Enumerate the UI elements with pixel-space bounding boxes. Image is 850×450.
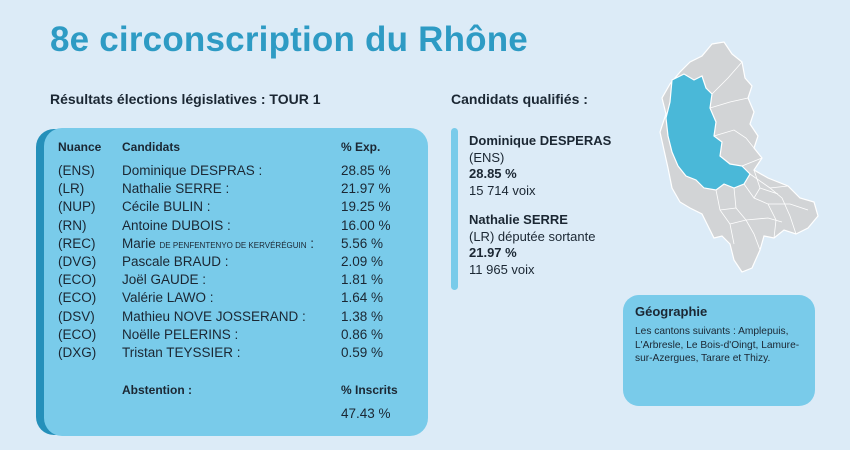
results-subtitle: Résultats élections législatives : TOUR 1 — [50, 91, 321, 107]
nuance: (ECO) — [58, 272, 97, 288]
candidate-name: Joël GAUDE : — [122, 272, 207, 288]
qualified-pct: 21.97 % — [469, 245, 517, 260]
result-row — [58, 290, 418, 308]
candidate-name: Dominique DESPRAS : — [122, 163, 263, 178]
qualified-name: Nathalie SERRE — [469, 212, 568, 227]
nuance: (ENS) — [58, 163, 95, 178]
qualified-votes: 15 714 voix — [469, 182, 536, 198]
candidate-pct: 1.64 % — [341, 290, 384, 306]
candidate-name: Cécile BULIN : — [122, 199, 211, 215]
candidate-name: Valérie LAWO : — [122, 290, 214, 306]
candidate-pct: 0.59 % — [341, 344, 384, 360]
nuance: (LR) — [58, 181, 85, 197]
result-row — [58, 199, 418, 217]
results-list — [58, 163, 418, 363]
nuance: (ECO) — [58, 326, 97, 342]
result-row — [58, 163, 418, 181]
candidate-pct: 19.25 % — [341, 199, 391, 215]
qualified-votes: 11 965 voix — [469, 261, 535, 277]
qualified-party: (LR) députée sortante — [469, 228, 596, 244]
nuance: (DXG) — [58, 344, 97, 360]
nuance: (ECO) — [58, 290, 97, 306]
qualified-candidate-1 — [469, 133, 611, 199]
candidate-name: Nathalie SERRE : — [122, 181, 230, 197]
qualified-pct: 28.85 % — [469, 166, 517, 181]
candidate-name: Noëlle PELERINS : — [122, 326, 239, 342]
qualified-candidate-2 — [469, 212, 595, 278]
header-nuance: Nuance — [58, 140, 102, 154]
candidate-pct: 28.85 % — [341, 163, 391, 178]
abstention-value: 47.43 % — [341, 406, 391, 421]
candidate-pct: 21.97 % — [341, 181, 391, 197]
candidate-pct: 1.81 % — [341, 272, 384, 288]
result-row — [58, 218, 418, 236]
candidate-pct: 2.09 % — [341, 253, 384, 269]
candidate-name — [122, 236, 314, 251]
candidate-name: Pascale BRAUD : — [122, 253, 229, 269]
nuance: (DVG) — [58, 253, 97, 269]
result-row — [58, 272, 418, 290]
qualified-name: Dominique DESPERAS — [469, 133, 612, 148]
candidate-last-name: DE PENFENTENYO DE KERVÉRÉGUIN — [159, 240, 307, 250]
candidate-pct: 1.38 % — [341, 308, 384, 324]
geography-text: Les cantons suivants : Amplepuis, L'Arbresle, Le Bois-d'Oingt, Lamure-sur-Azergues, Tarare et Thizy. — [635, 326, 800, 364]
rhone-map — [650, 38, 820, 273]
page-title: 8e circonscription du Rhône — [50, 20, 528, 59]
qualified-party: (ENS) — [469, 149, 505, 165]
candidate-pct: 0.86 % — [341, 326, 384, 342]
candidate-name: Tristan TEYSSIER : — [122, 344, 241, 360]
qualified-accent-bar — [451, 128, 458, 290]
geography-title: Géographie — [635, 304, 708, 319]
result-row — [58, 254, 418, 272]
header-pct: % Exp. — [341, 140, 381, 154]
nuance: (DSV) — [58, 308, 95, 324]
header-candidats: Candidats — [122, 140, 181, 154]
candidate-pct: 16.00 % — [341, 217, 391, 233]
result-row — [58, 327, 418, 345]
candidate-first-name: Marie — [122, 235, 156, 251]
candidate-name: Antoine DUBOIS : — [122, 217, 231, 233]
candidate-pct: 5.56 % — [341, 235, 384, 251]
inscrits-label: % Inscrits — [341, 383, 398, 397]
result-row — [58, 309, 418, 327]
candidate-colon: : — [306, 235, 315, 251]
candidate-name: Mathieu NOVE JOSSERAND : — [122, 308, 306, 324]
result-row — [58, 181, 418, 199]
abstention-label: Abstention : — [122, 383, 192, 397]
nuance: (NUP) — [58, 199, 96, 215]
nuance: (REC) — [58, 235, 96, 251]
qualified-subtitle: Candidats qualifiés : — [451, 91, 588, 107]
nuance: (RN) — [58, 217, 87, 233]
result-row — [58, 345, 418, 363]
result-row — [58, 236, 418, 254]
